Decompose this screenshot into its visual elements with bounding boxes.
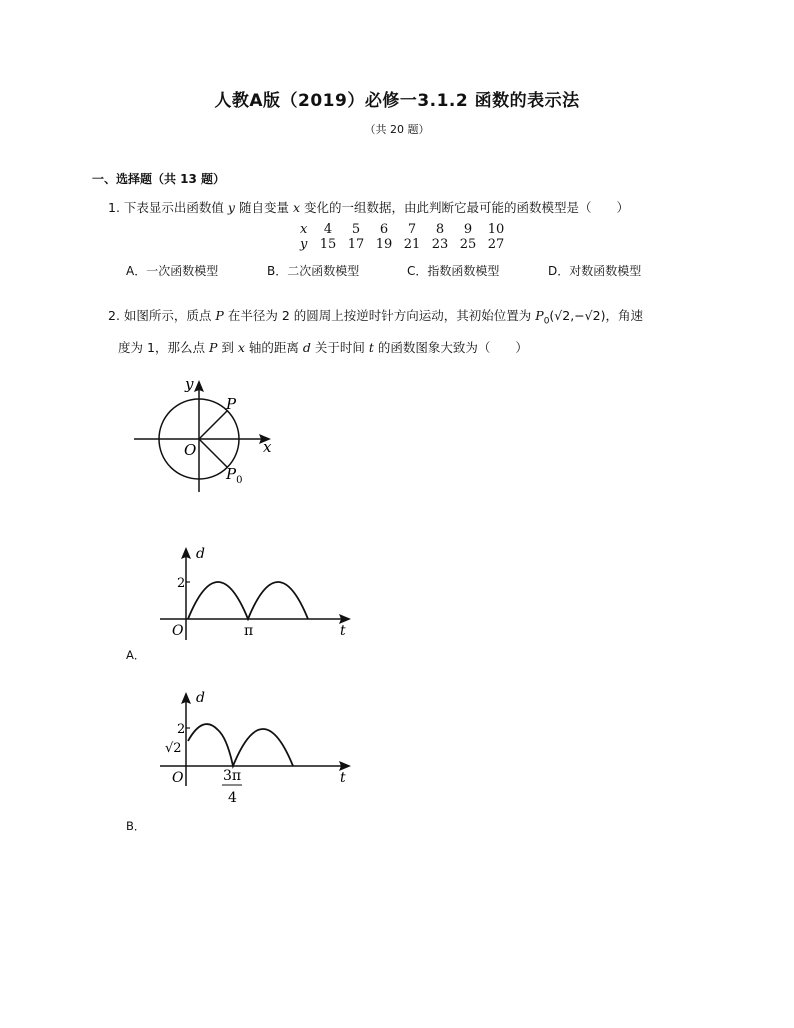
option-letter: A． xyxy=(126,264,147,278)
table-cell: 25 xyxy=(459,237,477,252)
table-cell: 5 xyxy=(351,222,361,237)
t-axis-label: t xyxy=(340,623,346,639)
tick-label-numerator: 3π xyxy=(223,768,242,784)
table-cell: 6 xyxy=(379,222,389,237)
table-cell: 19 xyxy=(375,237,393,252)
table-cell: 17 xyxy=(347,237,365,252)
question-text: 如图所示，质点 xyxy=(123,308,212,323)
origin-label: O xyxy=(172,770,184,786)
row-label: y xyxy=(300,237,308,252)
question-text: 度为 xyxy=(118,339,144,355)
question-text: 的函数图象大致为（ ） xyxy=(377,339,528,355)
question-text: 在半径为 xyxy=(227,308,278,323)
curve-a xyxy=(188,582,308,619)
question-line xyxy=(108,335,708,360)
tick-label-sqrt2: √2 xyxy=(165,741,182,756)
table-row xyxy=(300,222,510,237)
option-letter: C． xyxy=(407,264,428,278)
point-p-label: P xyxy=(226,395,237,413)
question-text: 到 xyxy=(221,339,234,355)
option-text: 对数函数模型 xyxy=(569,264,642,278)
math-var: d xyxy=(302,339,311,355)
option-text: 指数函数模型 xyxy=(427,264,500,278)
question-number: 1. xyxy=(108,200,120,215)
option-letter: D． xyxy=(548,264,570,278)
table-cell: 21 xyxy=(403,237,421,252)
table-row xyxy=(300,237,510,252)
tick-label-pi: π xyxy=(244,623,254,639)
d-axis-label: d xyxy=(196,690,205,706)
data-table xyxy=(300,222,510,252)
question-number: 2. xyxy=(108,308,120,323)
option-b[interactable] xyxy=(267,262,359,279)
table-cell: 4 xyxy=(323,222,333,237)
y-axis-label: y xyxy=(185,375,194,393)
math-number: 2 xyxy=(281,308,290,323)
page-title: 人教A版（2019）必修一3.1.2 函数的表示法 xyxy=(214,91,580,111)
option-a[interactable]: A． xyxy=(126,648,146,662)
math-var: y xyxy=(227,200,235,215)
table-cell: 7 xyxy=(407,222,417,237)
question-1 xyxy=(108,195,718,220)
origin-label: O xyxy=(172,623,184,639)
circle-figure xyxy=(130,372,280,492)
question-text: ，那么点 xyxy=(154,339,205,355)
table-cell: 15 xyxy=(319,237,337,252)
option-d[interactable] xyxy=(548,262,641,279)
question-text: 关于时间 xyxy=(314,339,365,355)
radius-op0 xyxy=(199,439,227,467)
question-text: 的圆周上按逆时针方向运动，其初始位置为 xyxy=(293,308,532,323)
table-cell: 10 xyxy=(487,222,505,237)
question-text: 变化的一组数据，由此判断它最可能的函数模型是（ ） xyxy=(304,200,630,215)
section-heading: 一、选择题（共 13 题） xyxy=(92,172,226,186)
math-var: P xyxy=(208,339,218,355)
option-c[interactable] xyxy=(407,262,499,279)
tick-label-2: 2 xyxy=(177,576,186,591)
math-var: P xyxy=(535,308,544,323)
point-p0-label: $P_0$ xyxy=(226,465,243,486)
d-axis-label: d xyxy=(196,546,205,562)
math-var: t xyxy=(368,339,374,355)
option-a[interactable] xyxy=(126,262,218,279)
tick-label-2: 2 xyxy=(177,722,186,737)
option-b[interactable]: B． xyxy=(126,819,146,833)
table-cell: 9 xyxy=(463,222,473,237)
t-axis-label: t xyxy=(340,770,346,786)
curve-b xyxy=(188,724,293,766)
math-var: x xyxy=(237,339,245,355)
option-text: 二次函数模型 xyxy=(287,264,360,278)
origin-label: O xyxy=(184,441,197,459)
math-var: x xyxy=(292,200,301,215)
question-line xyxy=(108,303,708,335)
question-2 xyxy=(108,303,708,360)
math-var: P xyxy=(215,308,224,323)
tick-label-denominator: 4 xyxy=(228,790,237,806)
question-text: ，角速 xyxy=(605,308,643,323)
graph-a xyxy=(155,540,365,645)
math-subscript: 0 xyxy=(543,316,550,327)
question-text: 随自变量 xyxy=(238,200,289,215)
radius-op xyxy=(199,411,227,439)
table-cell: 8 xyxy=(435,222,445,237)
question-text: 轴的距离 xyxy=(248,339,299,355)
table-cell: 27 xyxy=(487,237,505,252)
x-axis-label: x xyxy=(263,438,272,456)
row-label: x xyxy=(300,222,308,237)
table-cell: 23 xyxy=(431,237,449,252)
option-text: 一次函数模型 xyxy=(146,264,219,278)
question-count: （共 20 题） xyxy=(364,123,430,136)
math-coordinate: (√2,−√2) xyxy=(549,308,606,323)
option-letter: B． xyxy=(267,264,288,278)
question-text: 下表显示出函数值 xyxy=(123,200,224,215)
graph-b xyxy=(155,686,365,811)
math-number: 1 xyxy=(147,339,155,355)
